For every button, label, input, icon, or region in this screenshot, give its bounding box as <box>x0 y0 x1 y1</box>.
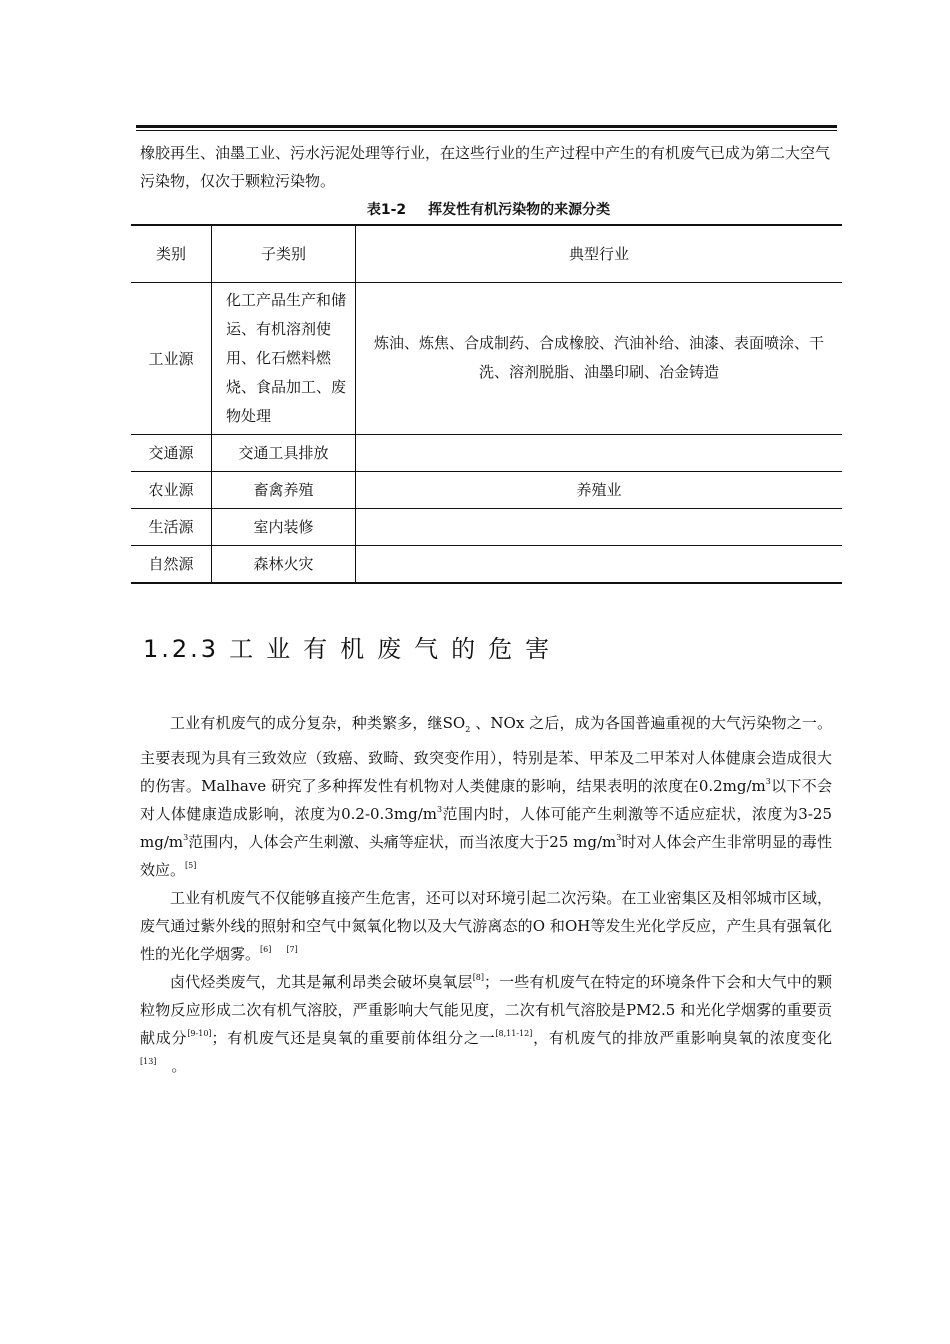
table-caption <box>136 200 841 220</box>
cell-category: 工业源 <box>131 282 212 434</box>
cell-subcategory: 交通工具排放 <box>212 434 356 471</box>
citation[interactable]: [7] <box>286 945 298 954</box>
cell-industry <box>356 545 843 583</box>
header-rule-thin <box>136 130 837 131</box>
cell-industry <box>356 434 843 471</box>
cell-subcategory: 化工产品生产和储运、有机溶剂使用、化石燃料燃烧、食品加工、废物处理 <box>212 282 356 434</box>
citation[interactable]: [13] <box>140 1057 157 1066</box>
header-subcategory: 子类别 <box>212 225 356 282</box>
paragraph-ozone: 卤代烃类废气，尤其是氟利昂类会破坏臭氧层[8]；一些有机废气在特定的环境条件下会和大气中的颗粒物反应形成二次有机气溶胶，严重影响大气能见度，二次有机气溶胶是PM2.5 和光化学烟雾的重要贡献成分[9-10]；有机废气还是臭氧的重要前体组分之一[8,11-12]，有机废气的排放严重影响臭氧的浓度变化[13] 。 <box>140 973 832 1075</box>
table-row <box>131 282 842 434</box>
table-row <box>131 545 842 583</box>
citation[interactable]: [6] <box>260 945 272 954</box>
cell-subcategory: 森林火灾 <box>212 545 356 583</box>
cell-industry <box>356 508 843 545</box>
cell-industry: 养殖业 <box>356 471 843 508</box>
cell-category: 自然源 <box>131 545 212 583</box>
cell-subcategory: 室内装修 <box>212 508 356 545</box>
table-row <box>131 471 842 508</box>
cell-industry: 炼油、炼焦、合成制药、合成橡胶、汽油补给、油漆、表面喷涂、干洗、溶剂脱脂、油墨印刷、冶金铸造 <box>356 282 843 434</box>
citation[interactable]: [9-10] <box>187 1029 212 1038</box>
cell-category: 交通源 <box>131 434 212 471</box>
table-row <box>131 508 842 545</box>
header-rule-thick <box>136 125 837 128</box>
header-industry: 典型行业 <box>356 225 843 282</box>
cell-category: 生活源 <box>131 508 212 545</box>
table-header-row <box>131 225 842 282</box>
citation[interactable]: [8] <box>472 973 485 982</box>
section-heading <box>143 632 562 666</box>
header-category: 类别 <box>131 225 212 282</box>
body-text <box>140 709 832 1080</box>
paragraph-secondary-pollution: 工业有机废气不仅能够直接产生危害，还可以对环境引起二次污染。在工业密集区及相邻城市区域，废气通过紫外线的照射和空气中氮氧化物以及大气游离态的O 和OH等发生光化学反应，产生具有强氧化性的光化学烟雾。[6] [7] <box>140 889 832 963</box>
table-caption-title: 挥发性有机污染物的来源分类 <box>428 202 611 218</box>
table-caption-number: 表1-2 <box>366 202 407 218</box>
section-title: 工业有机废气的危害 <box>229 635 563 663</box>
intro-paragraph: 橡胶再生、油墨工业、污水污泥处理等行业，在这些行业的生产过程中产生的有机废气已成为第二大空气污染物，仅次于颗粒污染物。 <box>140 144 831 190</box>
table-row <box>131 434 842 471</box>
citation[interactable]: [5] <box>185 861 197 870</box>
cell-subcategory: 畜禽养殖 <box>212 471 356 508</box>
voc-source-table <box>131 224 842 584</box>
citation[interactable]: [8,11-12] <box>495 1029 533 1038</box>
paragraph-health-effects: 工业有机废气的成分复杂，种类繁多，继$SO_2$ 、NOx 之后，成为各国普遍重视的大气污染物之一。主要表现为具有三致效应（致癌、致畸、致突变作用），特别是苯、甲苯及二甲苯对人体健康会造成很大的伤害。Malhave 研究了多种挥发性有机物对人类健康的影响，结果表明的浓度在$0.2mg/m^3$以下不会对人体健康造成影响，浓度为$0.2-0.3mg/m^3$范围内时，人体可能产生刺激等不适应症状，浓度为3-25 $mg/m^3$范围内，人体会产生刺激、头痛等症状，而当浓度大于25 $mg/m^3$时对人体会产生非常明显的毒性效应。[5] <box>140 714 832 879</box>
section-number: 1.2.3 <box>143 635 220 663</box>
cell-category: 农业源 <box>131 471 212 508</box>
